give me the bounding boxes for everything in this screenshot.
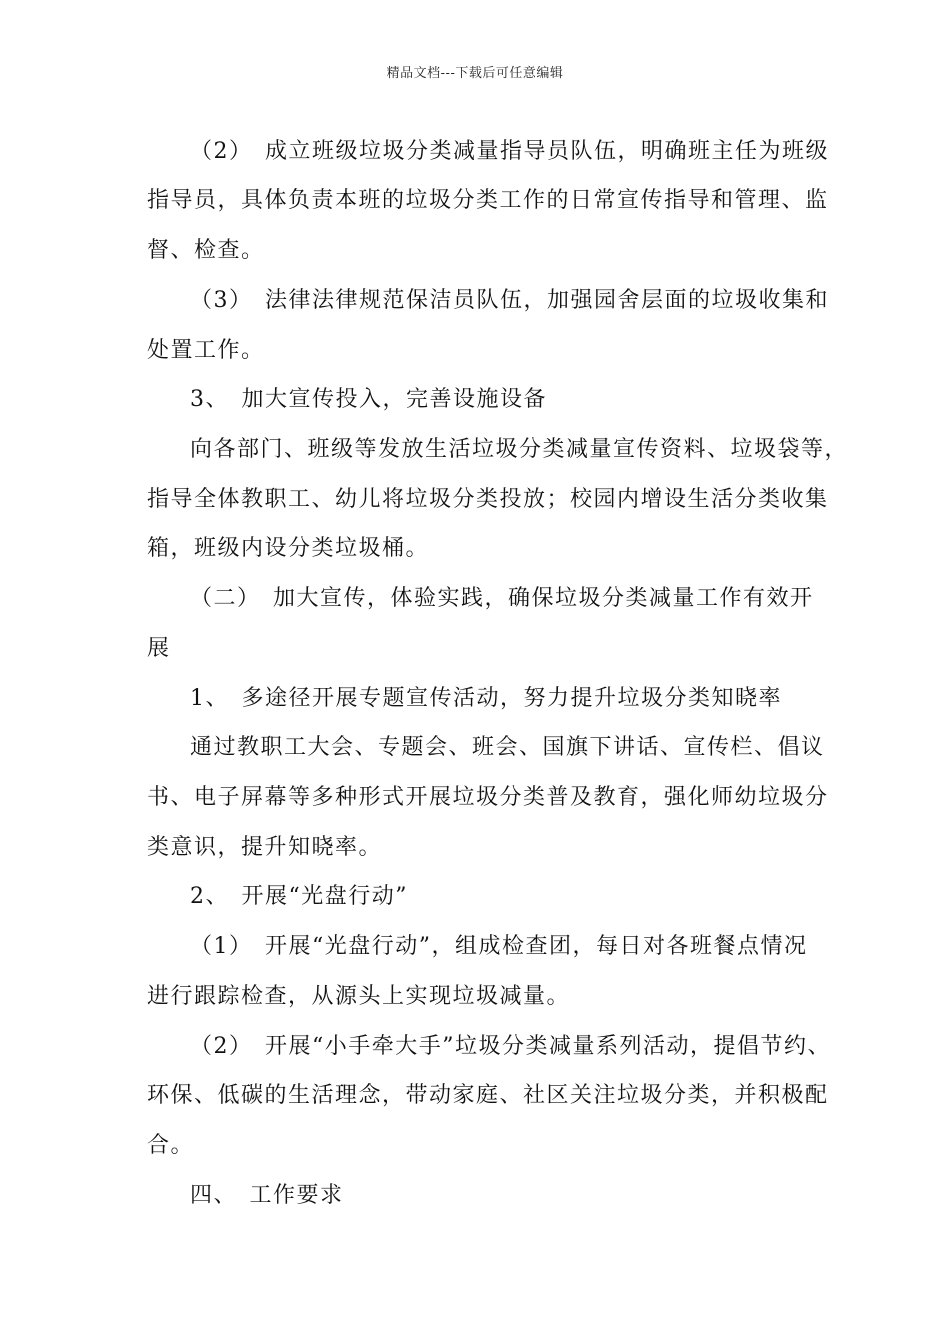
page-header: 精品文档---下载后可任意编辑 [386,66,564,81]
paragraph-line: 督、检查。 [147,238,265,263]
paragraph-line: 通过教职工大会、专题会、班会、国旗下讲话、宣传栏、倡议 [190,735,825,760]
section-heading-continued: 展 [147,636,171,661]
paragraph-line: （2） 开展“小手牵大手”垃圾分类减量系列活动，提倡节约、 [190,1034,831,1059]
section-heading: 3、 加大宣传投入，完善设施设备 [190,387,547,412]
paragraph-line: 书、电子屏幕等多种形式开展垃圾分类普及教育，强化师幼垃圾分 [147,785,829,810]
paragraph-line: 合。 [147,1133,195,1158]
paragraph-line: 环保、低碳的生活理念，带动家庭、社区关注垃圾分类，并积极配 [147,1083,829,1108]
paragraph-line: 箱，班级内设分类垃圾桶。 [147,536,430,561]
paragraph-line: 进行跟踪检查，从源头上实现垃圾减量。 [147,984,571,1009]
paragraph-line: 指导员，具体负责本班的垃圾分类工作的日常宣传指导和管理、监 [147,188,829,213]
paragraph-line: 向各部门、班级等发放生活垃圾分类减量宣传资料、垃圾袋等， [190,437,849,462]
paragraph-line: 类意识，提升知晓率。 [147,835,383,860]
paragraph-line: （1） 开展“光盘行动”，组成检查团，每日对各班餐点情况 [190,934,808,959]
section-heading: 1、 多途径开展专题宣传活动，努力提升垃圾分类知晓率 [190,686,782,711]
section-heading: （二） 加大宣传，体验实践，确保垃圾分类减量工作有效开 [190,586,814,611]
section-heading: 四、 工作要求 [190,1183,344,1208]
paragraph-line: 指导全体教职工、幼儿将垃圾分类投放；校园内增设生活分类收集 [147,487,829,512]
paragraph-line: 处置工作。 [147,338,265,363]
paragraph-line: （2） 成立班级垃圾分类减量指导员队伍，明确班主任为班级 [190,139,829,164]
section-heading: 2、 开展“光盘行动” [190,884,408,909]
paragraph-line: （3） 法律法律规范保洁员队伍，加强园舍层面的垃圾收集和 [190,288,829,313]
